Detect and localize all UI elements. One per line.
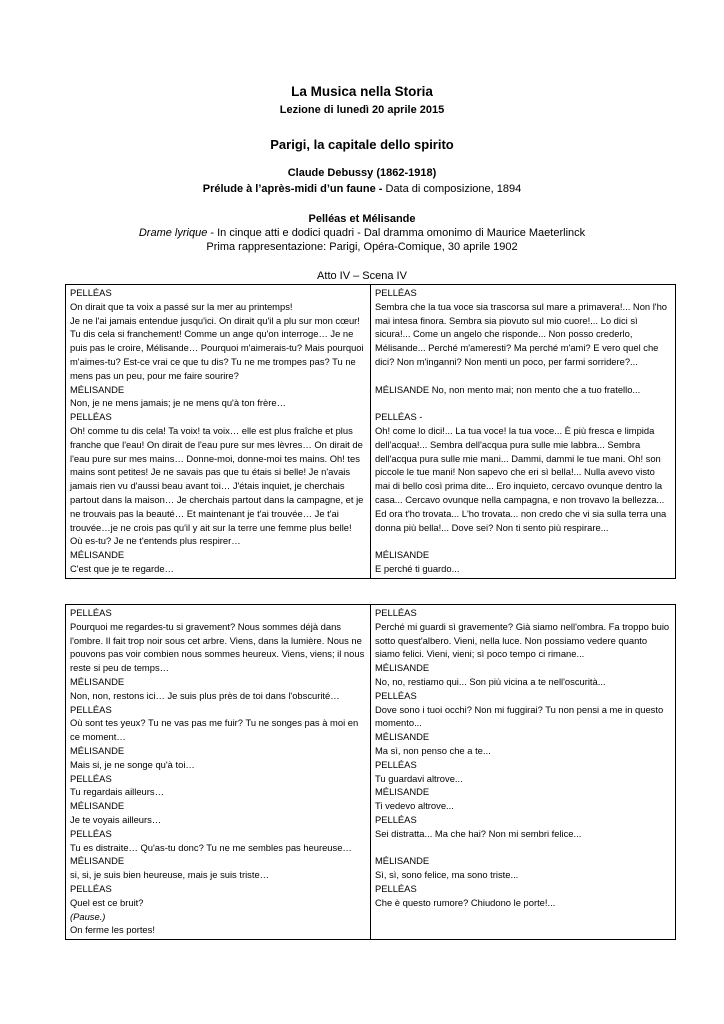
speaker-name: MÉLISANDE bbox=[70, 800, 125, 812]
dialogue-line: Où sont tes yeux? Tu ne vas pas me fuir? Tu ne songes pas à moi en ce moment… bbox=[70, 717, 359, 743]
speaker-name: MÉLISANDE bbox=[375, 549, 430, 561]
speaker-name: PELLÉAS bbox=[70, 607, 112, 618]
dialogue-line: Je te voyais ailleurs… bbox=[70, 813, 162, 825]
dialogue-line: Tu guardavi altrove... bbox=[375, 772, 463, 784]
dialogue-line: Oh! come lo dici!... La tua voce! la tua voce... È più fresca e limpida dell'acqua!... Sembra dell'acqua pura sulle mie labbra... Sembra dell'acqua pura sulle mie mani... Dammi, dammi le tue mani. Oh! son piccole le tue mani! Non sapevo che eri sì bella!... Nulla avevo visto mai di bello così prima dite... Ero inquieto, cercavo ovunque dentro la casa... Cercavo ovunque nella campagna, e non trovavo la bellezza... Ed ora t'ho trovata... L'ho trovata... non credo che vi sia sulla terra una donna più bella!... Dove sei? Non ti sento più respirare... bbox=[375, 424, 667, 533]
dialogue-line: Tu es distraite… Qu'as-tu donc? Tu ne me sembles pas heureuse… bbox=[70, 841, 352, 853]
speaker-name: MÉLISANDE bbox=[70, 549, 125, 561]
drame-label: Drame lyrique bbox=[138, 227, 208, 239]
speaker-name: MÉLISANDE bbox=[70, 383, 125, 395]
blank-line bbox=[375, 369, 671, 383]
lesson-date: Lezione di lunedì 20 aprile 2015 bbox=[279, 104, 445, 116]
drame-line bbox=[0, 227, 724, 239]
dialogue-line: Sembra che la tua voce sia trascorsa sul mare a primavera!... Non l'ho mai intesa finora. Sembra sia piovuto sul mio cuore!... Lo dici sì sicura!... Come un angelo che risponde... Non posso crederlo, Mélisande... Perché m'ameresti? Ma perché m'ami? E vero quel che dici? Non m'inganni? Non menti un poco, per farmi sorridere?... bbox=[375, 300, 668, 367]
french-column bbox=[66, 285, 371, 579]
dialogue-line: C'est que je te regarde… bbox=[70, 562, 174, 574]
scene-heading: Atto IV – Scena IV bbox=[317, 270, 407, 282]
table-row bbox=[66, 285, 676, 579]
dialogue-line: E perché ti guardo... bbox=[375, 562, 460, 574]
dialogue-line: Dove sono i tuoi occhi? Non mi fuggirai? Tu non pensi a me in questo momento... bbox=[375, 703, 664, 729]
italian-column bbox=[371, 285, 676, 579]
speaker-name: MÉLISANDE bbox=[375, 855, 430, 867]
composer-heading: Claude Debussy (1862-1918) bbox=[287, 167, 437, 179]
dialogue-line: Quel est ce bruit? bbox=[70, 896, 144, 908]
speaker-name: MÉLISANDE bbox=[70, 855, 125, 867]
speaker-name: PELLÉAS bbox=[70, 882, 112, 894]
dialogue-line: Pourquoi me regardes-tu si gravement? Nous sommes déjà dans l'ombre. Il fait trop noir sous cet arbre. Viens, dans la lumière. Nous ne pouvons pas voir combien nous sommes heureux. Viens, viens; il nous reste si peu de temps… bbox=[70, 620, 365, 674]
dialogue-line: Non, je ne mens jamais; je ne mens qu'à ton frère… bbox=[70, 397, 286, 409]
dialogue-line: Je ne l'ai jamais entendue jusqu'ici. On dirait qu'il a plu sur mon cœur! Tu dis cela si franchement! Comme un ange qu'on interroge… Je ne puis pas le croire, Mélisande… Pourquoi m'aimerais-tu? Mais pourquoi m'aimes-tu? Est-ce vrai ce que tu dis? Tu ne me trompes pas? Tu ne mens pas un peu, pour me faire sourire? bbox=[70, 314, 364, 381]
speaker-name: PELLÉAS bbox=[375, 689, 417, 701]
dialogue-line: Non, non, restons ici… Je suis plus près de toi dans l'obscurité… bbox=[70, 689, 340, 701]
speaker-name: PELLÉAS bbox=[375, 813, 417, 825]
speaker-name: PELLÉAS bbox=[70, 827, 112, 839]
speaker-name: PELLÉAS bbox=[375, 287, 417, 298]
dialogue-line: Oh! comme tu dis cela! Ta voix! ta voix… elle est plus fraîche et plus franche que l'eau! On dirait de l'eau pure sur mes lèvres… On dirait de l'eau pure sur mes mains… Donne-moi, donne-moi tes mains. Oh! tes mains sont petites! Je ne savais pas que tu étais si belle! Je n'avais jamais rien vu d'aussi beau avant toi… J'étais inquiet, je cherchais partout dans la maison… Je cherchais partout dans la campagne, et je ne trouvais pas la beauté… Et maintenant je t'ai trouvée… Je t'ai trouvée…je ne crois pas qu'il y ait sur la terre une femme plus belle! Où es-tu? Je ne t'entends plus respirer… bbox=[70, 424, 364, 547]
dialogue-line: Ti vedevo altrove... bbox=[375, 800, 454, 812]
speaker-name: MÉLISANDE bbox=[375, 786, 430, 798]
dialogue-line: Perché mi guardi sì gravemente? Già siamo nell'ombra. Fa troppo buio sotto quest'albero. Vieni, nella luce. Non possiamo vedere quanto siamo felici. Vieni, vieni; sì poco tempo ci rimane... bbox=[375, 620, 670, 660]
dialogue-table-2 bbox=[65, 604, 676, 940]
dialogue-line: Ma sì, non penso che a te... bbox=[375, 744, 491, 756]
french-column bbox=[66, 605, 371, 940]
speaker-name: PELLÉAS bbox=[375, 882, 417, 894]
table-row bbox=[66, 605, 676, 940]
dialogue-line: Mais si, je ne songe qu'à toi… bbox=[70, 758, 195, 770]
dialogue-line: On ferme les portes! bbox=[70, 924, 155, 936]
dialogue-line: Che è questo rumore? Chiudono le porte!... bbox=[375, 896, 556, 908]
opera-title: Pelléas et Mélisande bbox=[308, 213, 416, 225]
dialogue-line: No, no, restiamo qui... Son più vicina a te nell'oscurità... bbox=[375, 675, 606, 687]
dialogue-line: Sì, sì, sono felice, ma sono triste... bbox=[375, 869, 519, 881]
blank-line bbox=[375, 841, 671, 855]
speaker-name: MÉLISANDE bbox=[70, 744, 125, 756]
prelude-line bbox=[0, 183, 724, 195]
dialogue-line: si, si, je suis bien heureuse, mais je suis triste… bbox=[70, 869, 270, 881]
speaker-name: PELLÉAS bbox=[375, 607, 417, 618]
speaker-name: PELLÉAS bbox=[70, 703, 112, 715]
dialogue-line: Sei distratta... Ma che hai? Non mi sembri felice... bbox=[375, 827, 582, 839]
dialogue-table-1 bbox=[65, 284, 676, 579]
blank-line bbox=[375, 396, 671, 410]
speaker-name: PELLÉAS bbox=[70, 772, 112, 784]
speaker-name: MÉLISANDE bbox=[70, 675, 125, 687]
dialogue-line: On dirait que ta voix a passé sur la mer au printemps! bbox=[70, 300, 293, 312]
blank-line bbox=[375, 534, 671, 548]
italian-column bbox=[371, 605, 676, 940]
dialogue-line: MÉLISANDE No, non mento mai; non mento che a tuo fratello... bbox=[375, 383, 641, 395]
premiere-line: Prima rappresentazione: Parigi, Opéra-Comique, 30 aprile 1902 bbox=[206, 241, 518, 253]
dialogue-line: (Pause.) bbox=[70, 910, 106, 922]
prelude-date: Data di composizione, 1894 bbox=[382, 183, 522, 195]
drame-description: - In cinque atti e dodici quadri - Dal dramma omonimo di Maurice Maeterlinck bbox=[207, 227, 586, 239]
speaker-name: PELLÉAS bbox=[70, 287, 112, 298]
lesson-subtitle: Parigi, la capitale dello spirito bbox=[270, 137, 454, 152]
speaker-name: MÉLISANDE bbox=[375, 662, 430, 674]
speaker-name: PELLÉAS bbox=[375, 758, 417, 770]
speaker-name: PELLÉAS bbox=[70, 411, 112, 423]
dialogue-line: Tu regardais ailleurs… bbox=[70, 786, 164, 798]
speaker-name: MÉLISANDE bbox=[375, 731, 430, 743]
speaker-name: PELLÉAS - bbox=[375, 411, 423, 423]
prelude-title: Prélude à l’après-midi d’un faune - bbox=[202, 183, 383, 195]
document-title: La Musica nella Storia bbox=[291, 84, 433, 99]
